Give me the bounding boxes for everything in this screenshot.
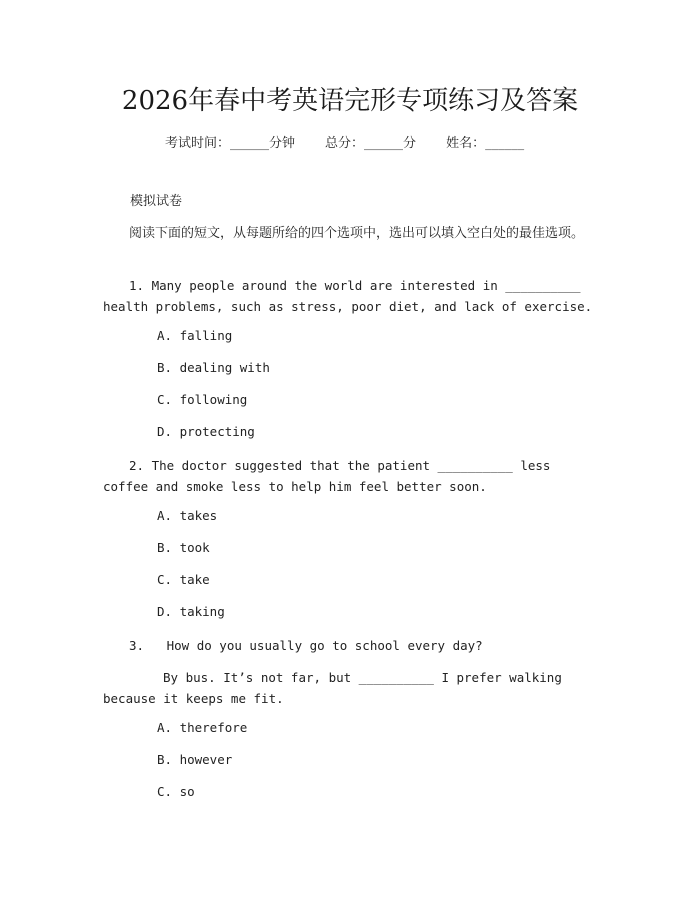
instructions: 阅读下面的短文，从每题所给的四个选项中，选出可以填入空白处的最佳选项。 bbox=[129, 226, 585, 241]
question-3-option-a: A. therefore bbox=[157, 720, 248, 735]
question-1-option-a: A. falling bbox=[157, 328, 233, 343]
name-blank: ______ bbox=[485, 136, 525, 151]
question-3-stem: 3. How do you usually go to school every day? bbox=[129, 638, 483, 653]
score-unit: 分 bbox=[403, 136, 417, 151]
exam-meta bbox=[165, 132, 524, 151]
question-2-option-d: D. taking bbox=[157, 604, 225, 619]
question-1-option-c: C. following bbox=[157, 392, 248, 407]
question-2-option-c: C. take bbox=[157, 572, 210, 587]
question-2-option-a: A. takes bbox=[157, 508, 218, 523]
question-2-option-b: B. took bbox=[157, 540, 210, 555]
name-label: 姓名： bbox=[446, 136, 486, 151]
time-unit: 分钟 bbox=[269, 136, 296, 151]
question-1-stem: 1. Many people around the world are interested in __________ health problems, such as stress, poor diet, and lack of exercise. bbox=[103, 278, 593, 314]
question-1-option-d: D. protecting bbox=[157, 424, 255, 439]
question-3-option-c: C. so bbox=[157, 784, 195, 799]
page-title: 2026年春中考英语完形专项练习及答案 bbox=[121, 86, 579, 116]
section-title: 模拟试卷 bbox=[130, 194, 183, 209]
time-label: 考试时间： bbox=[165, 136, 231, 151]
score-blank: ______ bbox=[364, 136, 404, 151]
question-3-option-b: B. however bbox=[157, 752, 233, 767]
score-label: 总分： bbox=[325, 136, 365, 151]
time-blank: ______ bbox=[230, 136, 270, 151]
question-2-stem: 2. The doctor suggested that the patient __________ less coffee and smoke less to help him feel better soon. bbox=[103, 458, 551, 494]
question-1-option-b: B. dealing with bbox=[157, 360, 270, 375]
question-3-dialogue: By bus. It’s not far, but __________ I prefer walking because it keeps me fit. bbox=[103, 670, 562, 706]
